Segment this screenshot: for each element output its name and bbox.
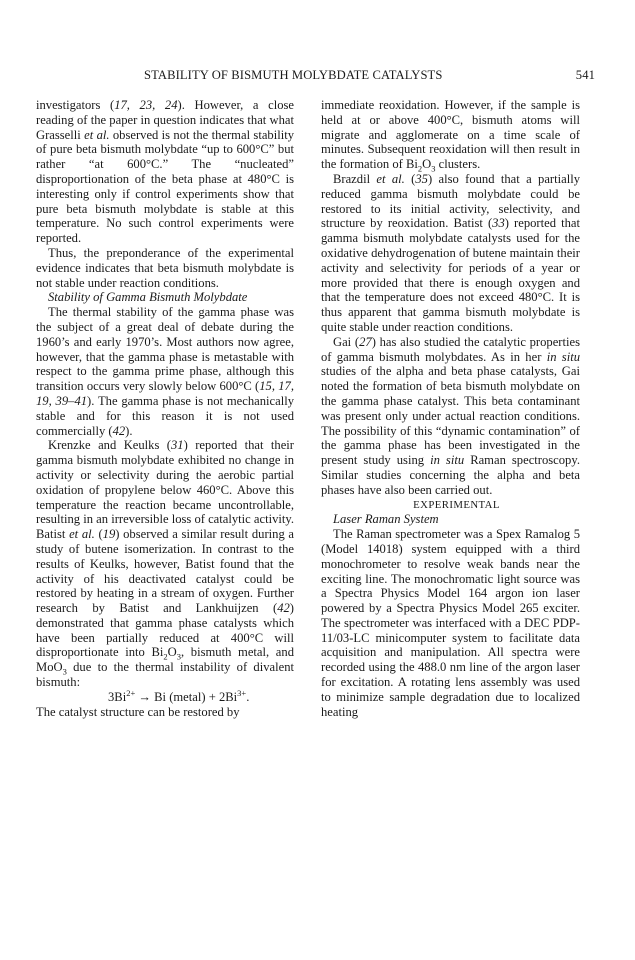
paragraph: investigators (17, 23, 24). However, a close reading of the paper in question indicates that what Grasselli et al. observed is not the thermal stability of pure beta bismuth molybdate “up to 600°C” but rather “at 600°C.” The “nucleated” disproportionation of the beta phase at 480°C is interesting only if control experiments show that pure beta bismuth molybdate is stable at this temperature. No such control experiments were reported. — [36, 98, 294, 246]
reference: 31 — [171, 438, 184, 453]
paragraph: The thermal stability of the gamma phase was the subject of a great deal of debate during the 1960’s and early 1970’s. Most authors now agree, however, that the gamma phase is metastable with respect to the gamma prime phase, although this transition occurs very slowly below 600°C (15, 17, 19, 39–41). The gamma phase is not mechanically stable and for this reason it is not used commercially (42). — [36, 305, 295, 438]
paragraph: The Raman spectrometer was a Spex Ramalog 5 (Model 14018) system equipped with a third monochrometer to resolve weak bands near the exciting line. The monochromatic light source was a Spectra Physics Model 164 argon ion laser powered by a Spectra Physics Model 265 exciter. The spectrometer was interfaced with a DEC PDP-11/03-LC minicomputer system to facilitate data acquisition and manipulation. All spectra were recorded using the 488.0 nm line of the argon laser for excitation. A rotating lens assembly was used to minimize sample degradation due to localized heating — [321, 527, 580, 719]
reference: 19 — [102, 527, 116, 542]
subsection-heading: Stability of Gamma Bismuth Molybdate — [48, 290, 248, 305]
right-column — [321, 98, 580, 719]
section-heading: EXPERIMENTAL — [413, 498, 500, 511]
reference: 27 — [359, 334, 372, 349]
paragraph: Thus, the preponderance of the experimental evidence indicates that beta bismuth molybdate is not stable under reaction conditions. — [36, 245, 294, 290]
paragraph: Krenzke and Keulks (31) reported that their gamma bismuth molybdate exhibited no change in activity or selectivity during the aerobic partial oxidation of propylene below 460°C. Above this temperature the reaction became uncontrollable, resulting in an irreversible loss of catalytic activity. Batist et al. (19) observed a similar result during a study of butene isomerization. In contrast to the results of Keulks, however, Batist found that the activity of his deactivated catalyst could be restored by heating in a stream of oxygen. Further research by Batist and Lankhuijzen (42) demonstrated that gamma phase catalysts which have been partially reduced at 400°C will disproportionate into $Bi_2O_3$, bismuth metal, and MoO$_3$ due to the thermal instability of divalent bismuth: — [36, 438, 295, 690]
left-column — [36, 98, 294, 719]
running-head: STABILITY OF BISMUTH MOLYBDATE CATALYSTS — [144, 68, 443, 82]
page-header — [40, 68, 595, 86]
page-number: 541 — [575, 68, 595, 82]
reference: 33 — [492, 216, 505, 231]
equation: $3Bi^{2+} \to Bi$ (metal) + $2Bi^{3+}$. — [108, 687, 250, 704]
reference: 42 — [112, 423, 126, 438]
paragraph: Gai (27) has also studied the catalytic properties of gamma bismuth molybdates. As in her in situ studies of the alpha and beta phase catalysts, Gai noted the formation of beta bismuth molybdate on the gamma phase catalyst. This beta contaminant was present only under actual reaction conditions. The possibility of this “dynamic contamination” of the gamma phase has been investigated in the present study using in situ Raman spectroscopy. Similar studies concerning the alpha and beta phases have also been carried out. — [321, 334, 581, 497]
paragraph: Brazdil et al. (35) also found that a partially reduced gamma bismuth molybdate could be restored to its initial activity, selectivity, and structure by reoxidation. Batist (33) reported that gamma bismuth molybdate catalysts used for the oxidative dehydrogenation of butene maintain their activity and selectivity for periods of a year or more provided that there is enough oxygen and that the temperature does not exceed 480°C. It is thus apparent that gamma bismuth molybdate is quite stable under reaction conditions. — [321, 171, 580, 334]
paragraph: The catalyst structure can be restored by — [36, 704, 240, 719]
reference: 42 — [277, 601, 290, 616]
reference: 15, 17, 19, 39–41 — [36, 379, 294, 408]
paragraph: immediate reoxidation. However, if the sample is held at or above 400°C, bismuth atoms will migrate and agglomerate on a time scale of minutes. Subsequent reoxidation will then result in the formation of $Bi_2O_3$ clusters. — [321, 98, 580, 174]
reference: 35 — [415, 171, 428, 186]
reference: 17, 23, 24 — [114, 98, 178, 112]
subsection-heading: Laser Raman System — [333, 512, 439, 527]
